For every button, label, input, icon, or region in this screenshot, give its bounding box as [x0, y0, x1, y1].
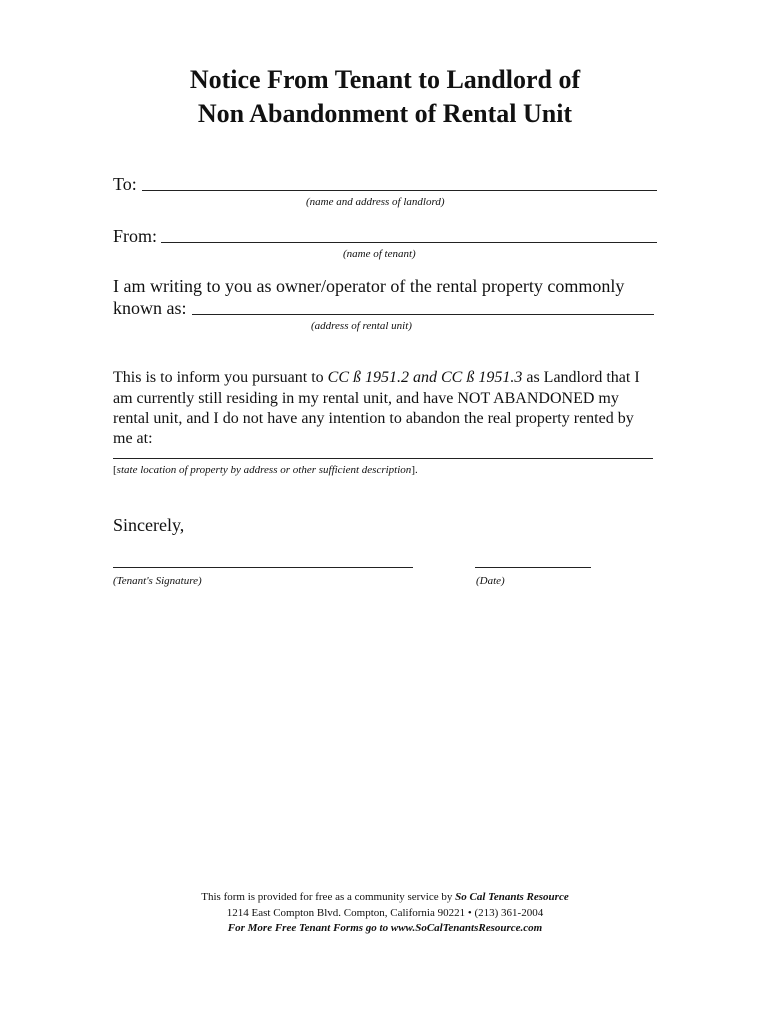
notice-line-4: me at: [113, 430, 153, 447]
tenant-fill-line [161, 242, 657, 243]
tenant-caption: (name of tenant) [343, 248, 416, 260]
signature-caption: (Tenant's Signature) [113, 575, 202, 587]
rental-address-caption: (address of rental unit) [311, 320, 412, 332]
rental-address-fill-line [192, 314, 654, 315]
bracket: [ [113, 464, 117, 476]
landlord-fill-line [142, 190, 657, 191]
footer-text: This form is provided for free as a community service by [201, 891, 456, 903]
document-title-line-2: Non Abandonment of Rental Unit [197, 99, 573, 128]
bracket: ]. [411, 464, 418, 476]
notice-line-3: rental unit, and I do not have any intention to abandon the real property rented by [113, 410, 634, 427]
intro-line-1: I am writing to you as owner/operator of the rental property commonly [113, 276, 625, 296]
property-location-fill-line [113, 458, 653, 459]
document-title-line-1: Notice From Tenant to Landlord of [189, 65, 581, 94]
from-label: From: [113, 226, 158, 246]
organization-name: So Cal Tenants Resource [455, 891, 569, 903]
signature-fill-line [113, 567, 413, 568]
footer-line-2: 1214 East Compton Blvd. Compton, California 90221 • (213) 361-2004 [226, 907, 544, 919]
to-label: To: [113, 174, 137, 194]
notice-line-2: am currently still residing in my rental unit, and have NOT ABANDONED my [113, 390, 619, 407]
date-caption: (Date) [476, 575, 505, 587]
caption-text: state location of property by address or other sufficient description [116, 464, 412, 476]
property-location-caption [113, 464, 418, 476]
landlord-caption: (name and address of landlord) [306, 196, 445, 208]
footer-line-1 [0, 891, 770, 903]
known-as-label: known as: [113, 298, 187, 318]
date-fill-line [475, 567, 591, 568]
sincerely-label: Sincerely, [113, 515, 185, 535]
footer-line-3: For More Free Tenant Forms go to www.SoCalTenantsResource.com [227, 922, 543, 934]
notice-text: This is to inform you pursuant to [113, 369, 328, 386]
notice-line-1 [113, 367, 640, 388]
civil-code-citation: CC ß 1951.2 and CC ß 1951.3 [327, 369, 523, 386]
notice-text: as Landlord that I [522, 369, 640, 386]
